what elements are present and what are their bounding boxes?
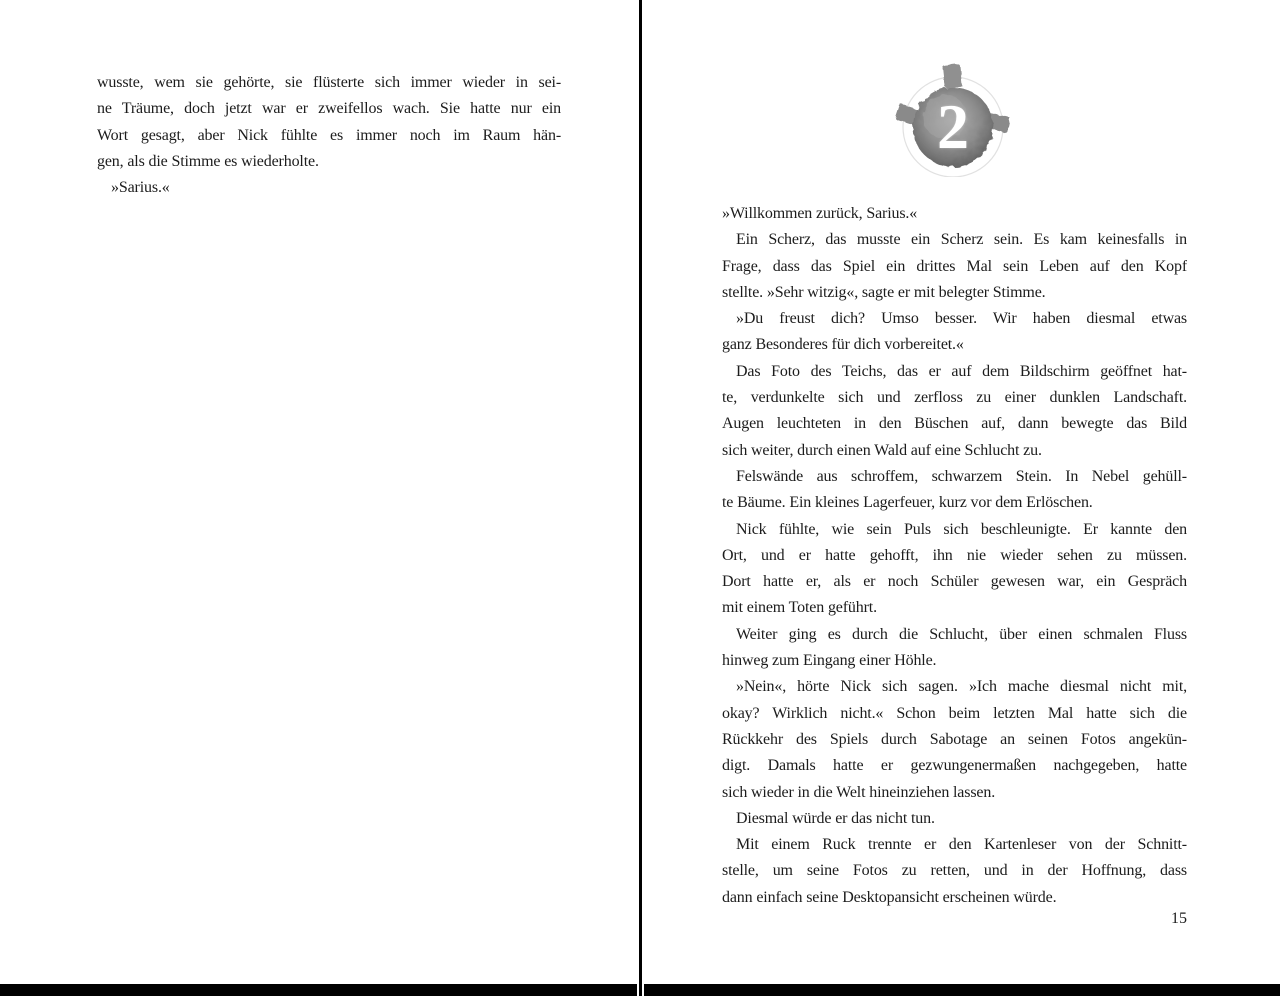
chapter-badge bbox=[893, 57, 1013, 177]
text-line: Ort, und er hatte gehofft, ihn nie wieder sehen zu müssen. bbox=[722, 546, 1187, 564]
text-line: Ein Scherz, das musste ein Scherz sein. Es kam keinesfalls in bbox=[736, 231, 1187, 249]
chapter-number: 2 bbox=[937, 91, 969, 162]
right-page-bottom-edge bbox=[644, 984, 1280, 996]
paragraph bbox=[722, 359, 1187, 464]
paragraph bbox=[722, 517, 1187, 622]
text-line: ganz Besonderes für dich vorbereitet.« bbox=[722, 336, 964, 354]
paragraph bbox=[722, 674, 1187, 805]
text-line: Frage, dass das Spiel ein drittes Mal sein Leben auf den Kopf bbox=[722, 257, 1187, 275]
text-line: Diesmal würde er das nicht tun. bbox=[736, 809, 935, 827]
text-line: Wort gesagt, aber Nick fühlte es immer noch im Raum hän- bbox=[97, 126, 561, 144]
text-line: Felswände aus schroffem, schwarzem Stein. In Nebel gehüll- bbox=[736, 467, 1187, 485]
text-line: sich wieder in die Welt hineinziehen lassen. bbox=[722, 783, 996, 801]
paragraph bbox=[97, 175, 561, 201]
paragraph bbox=[722, 201, 1187, 227]
text-line: stelle, um seine Fotos zu retten, und in der Hoffnung, dass bbox=[722, 862, 1187, 880]
text-line: okay? Wirklich nicht.« Schon beim letzten Mal hatte sich die bbox=[722, 704, 1187, 722]
page-divider bbox=[639, 0, 642, 996]
paragraph bbox=[97, 70, 561, 175]
text-line: Dort hatte er, als er noch Schüler gewesen war, ein Gespräch bbox=[722, 573, 1187, 591]
text-line: »Sarius.« bbox=[111, 179, 170, 197]
text-line: Nick fühlte, wie sein Puls sich beschleunigte. Er kannte den bbox=[736, 520, 1187, 538]
paragraph bbox=[722, 464, 1187, 517]
text-line: »Du freust dich? Umso besser. Wir haben diesmal etwas bbox=[736, 310, 1187, 328]
text-line: digt. Damals hatte er gezwungenermaßen nachgegeben, hatte bbox=[722, 757, 1187, 775]
text-line: mit einem Toten geführt. bbox=[722, 599, 877, 617]
text-line: hinweg zum Eingang einer Höhle. bbox=[722, 652, 937, 670]
text-line: »Nein«, hörte Nick sich sagen. »Ich mache diesmal nicht mit, bbox=[736, 678, 1187, 696]
text-line: te Bäume. Ein kleines Lagerfeuer, kurz vor dem Erlöschen. bbox=[722, 494, 1093, 512]
text-line: Weiter ging es durch die Schlucht, über einen schmalen Fluss bbox=[736, 625, 1187, 643]
text-line: te, verdunkelte sich und zerfloss zu einer dunklen Landschaft. bbox=[722, 389, 1187, 407]
paragraph bbox=[722, 806, 1187, 832]
paragraph bbox=[722, 227, 1187, 306]
paragraph bbox=[722, 306, 1187, 359]
text-line: Das Foto des Teichs, das er auf dem Bildschirm geöffnet hat- bbox=[736, 362, 1187, 380]
paragraph bbox=[722, 622, 1187, 675]
text-line: sich weiter, durch einen Wald auf eine Schlucht zu. bbox=[722, 441, 1042, 459]
text-line: wusste, wem sie gehörte, sie flüsterte sich immer wieder in sei- bbox=[97, 74, 561, 91]
text-line: dann einfach seine Desktopansicht erscheinen würde. bbox=[722, 888, 1057, 906]
text-line: Mit einem Ruck trennte er den Kartenleser von der Schnitt- bbox=[736, 836, 1187, 854]
left-page-bottom-edge bbox=[0, 984, 637, 996]
right-page-text bbox=[722, 201, 1187, 911]
left-page-text bbox=[97, 70, 561, 201]
text-line: »Willkommen zurück, Sarius.« bbox=[722, 205, 918, 222]
text-line: ne Träume, doch jetzt war er zweifellos wach. Sie hatte nur ein bbox=[97, 100, 561, 118]
page-number: 15 bbox=[1171, 910, 1187, 927]
text-line: stellte. »Sehr witzig«, sagte er mit belegter Stimme. bbox=[722, 283, 1046, 301]
text-line: gen, als die Stimme es wiederholte. bbox=[97, 152, 319, 170]
text-line: Rückkehr des Spiels durch Sabotage an seinen Fotos angekün- bbox=[722, 730, 1187, 748]
paragraph bbox=[722, 832, 1187, 911]
text-line: Augen leuchteten in den Büschen auf, dann bewegte das Bild bbox=[722, 415, 1187, 433]
